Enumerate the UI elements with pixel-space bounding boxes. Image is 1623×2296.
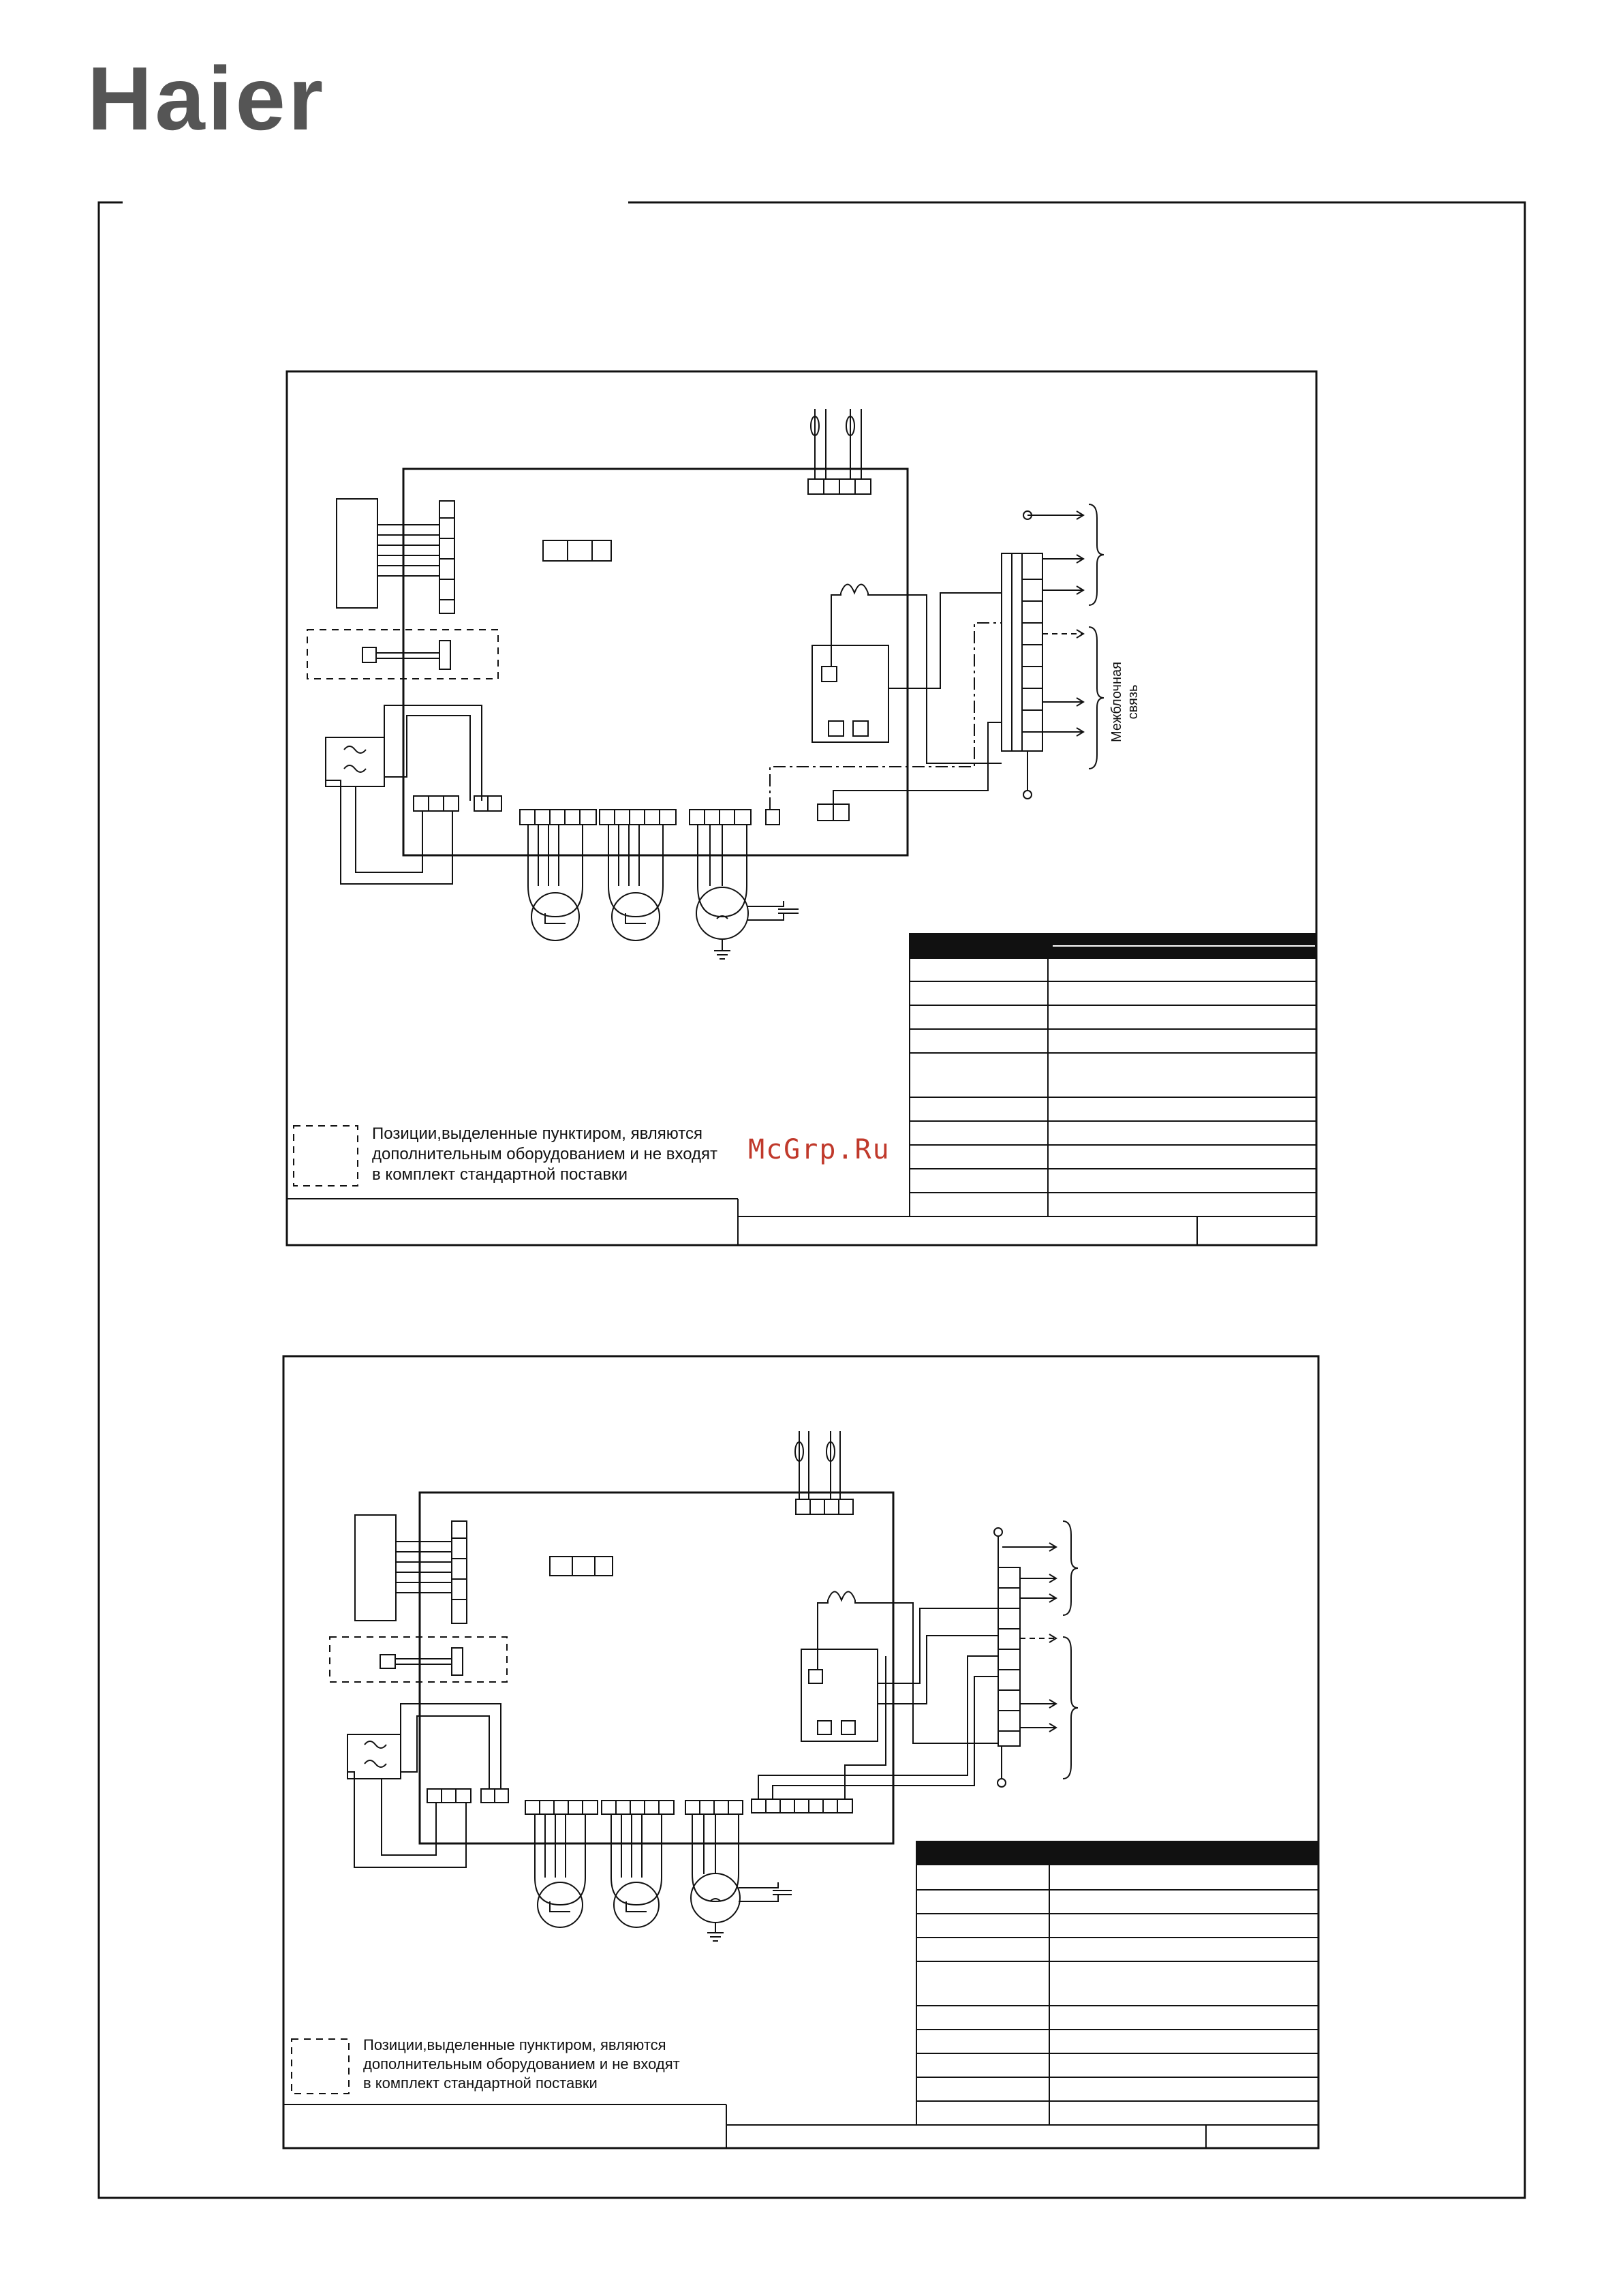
optional-note-1-line1: Позиции,выделенные пунктиром, являются: [372, 1124, 702, 1143]
optional-legend-box-2: [292, 2039, 349, 2094]
legend-table-1: [910, 934, 1316, 1216]
optional-note-2-line2: дополнительным оборудованием и не входят: [363, 2055, 680, 2072]
page-frame: [99, 202, 1525, 2198]
optional-note-1-line3: в комплект стандартной поставки: [372, 1165, 628, 1184]
optional-note-1-line2: дополнительным оборудованием и не входят: [372, 1145, 717, 1163]
optional-legend-box-1: [294, 1126, 358, 1186]
motor-connectors: [520, 804, 849, 825]
haier-logo: Haier: [87, 48, 326, 149]
optional-note-2-line3: в комплект стандартной поставки: [363, 2075, 598, 2092]
display-board: [337, 499, 454, 613]
watermark: McGrp.Ru: [748, 1134, 891, 1165]
wiring-diagram-1: [287, 371, 1316, 1245]
interunit-label-line1: Межблочная: [1109, 662, 1124, 742]
interunit-label-line2: связь: [1126, 684, 1141, 720]
temperature-sensors: [808, 409, 871, 494]
optional-note-2-line1: Позиции,выделенные пунктиром, являются: [363, 2036, 666, 2053]
wiring-diagram-2: [283, 1356, 1318, 2148]
louver-motors: [528, 825, 799, 959]
transformer: [326, 705, 501, 884]
